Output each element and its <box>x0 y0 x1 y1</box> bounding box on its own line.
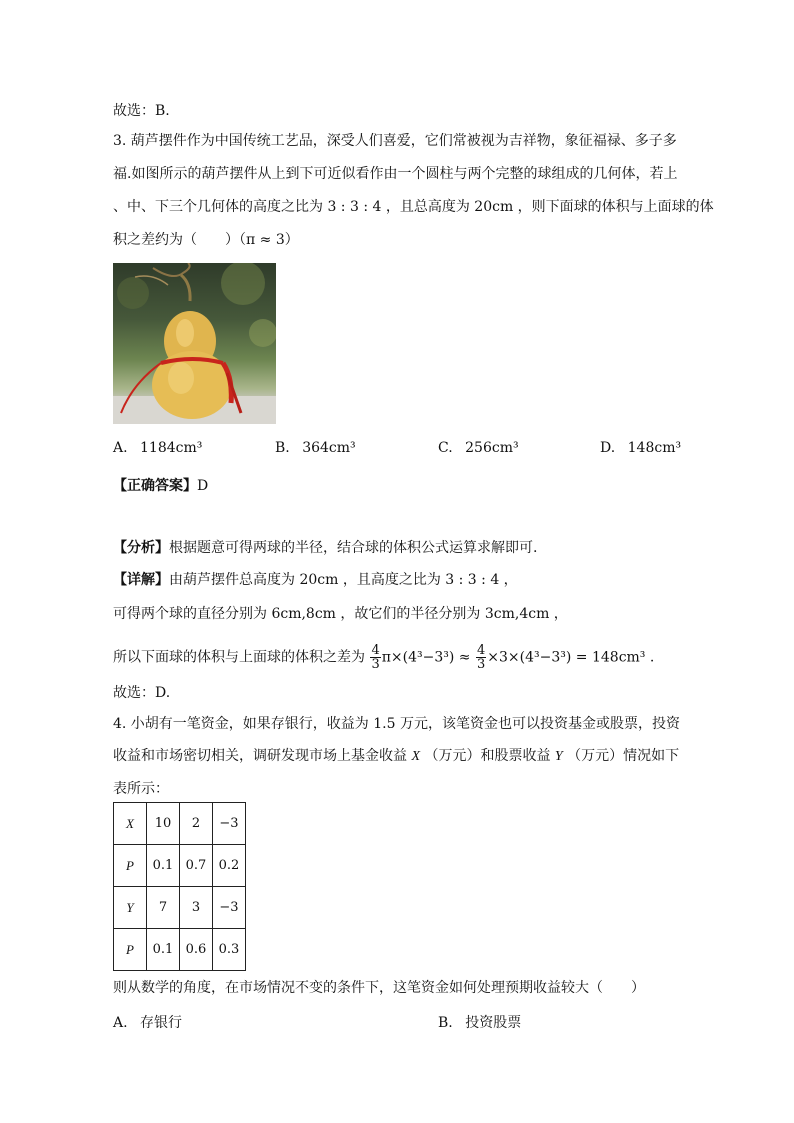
option-letter: A. <box>113 440 128 456</box>
detail-3-part-2: ×3×(4³−3³) = 148cm³ . <box>487 649 655 666</box>
option-value: 256cm³ <box>465 440 519 456</box>
table-cell: 0.1 <box>147 929 180 971</box>
analysis <box>113 538 537 558</box>
table-cell: −3 <box>213 887 246 929</box>
q4-stem-line-3: 表所示： <box>113 781 169 797</box>
table-row <box>114 845 246 887</box>
table-cell: 10 <box>147 803 180 845</box>
prev-question-answer: 故选：B. <box>113 103 170 119</box>
table-cell: P <box>114 929 147 971</box>
option-letter: B. <box>275 440 290 456</box>
q3-stem-line-1: 3. 葫芦摆件作为中国传统工艺品，深受人们喜爱，它们常被视为吉祥物，象征福禄、多子多 <box>113 133 677 149</box>
table-cell: 0.1 <box>147 845 180 887</box>
detail-3-part-1: π×(4³−3³) ≈ <box>381 649 471 666</box>
table-cell: X <box>114 803 147 845</box>
q3-stem-line-3: 、中、下三个几何体的高度之比为 3 : 3 : 4 ，且总高度为 20cm ，则下面球的体积与上面球的体 <box>113 199 714 215</box>
fraction-four-thirds: $\frac{4}{3}$ <box>477 643 486 672</box>
q4-stem-line-1: 4. 小胡有一笔资金，如果存银行，收益为 1.5 万元，该笔资金也可以投资基金或股票，投资 <box>113 716 680 732</box>
option-letter: C. <box>438 440 453 456</box>
table-cell: 0.2 <box>213 845 246 887</box>
q4-option-b[interactable] <box>438 1012 521 1032</box>
q4-option-a[interactable] <box>113 1012 182 1032</box>
detail-text-1: 由葫芦摆件总高度为 20cm ，且高度之比为 3 : 3 : 4 ， <box>169 572 518 588</box>
q3-option-d[interactable] <box>600 440 681 456</box>
table-cell: 7 <box>147 887 180 929</box>
option-letter: D. <box>600 440 616 456</box>
option-letter: B. <box>438 1015 453 1031</box>
table-row <box>114 887 246 929</box>
gourd-photo <box>113 263 276 424</box>
q3-stem-line-4: 积之差约为（ ）（π ≈ 3） <box>113 232 299 248</box>
table-cell: 0.7 <box>180 845 213 887</box>
fraction-four-thirds: $\frac{4}{3}$ <box>371 643 380 672</box>
detail-line-2: 可得两个球的直径分别为 6cm,8cm ，故它们的半径分别为 3cm,4cm ， <box>113 606 568 622</box>
table-cell: 3 <box>180 887 213 929</box>
table-cell: 0.6 <box>180 929 213 971</box>
table-cell: 0.3 <box>213 929 246 971</box>
table-row <box>114 803 246 845</box>
table-cell: 2 <box>180 803 213 845</box>
option-value: 存银行 <box>140 1015 183 1031</box>
analysis-text: 根据题意可得两球的半径，结合球的体积公式运算求解即可. <box>169 540 538 556</box>
correct-answer <box>113 476 208 496</box>
q3-stem-line-2: 福.如图所示的葫芦摆件从上到下可近似看作由一个圆柱与两个完整的球组成的几何体，若上 <box>113 166 678 182</box>
q3-option-c[interactable] <box>438 440 519 456</box>
detail-line-1 <box>113 570 518 590</box>
variable-y: Y <box>554 749 563 764</box>
conclusion: 故选：D. <box>113 685 171 701</box>
detail-label: 【详解】 <box>113 572 169 588</box>
option-value: 364cm³ <box>302 440 356 456</box>
correct-answer-label: 【正确答案】 <box>113 478 197 494</box>
detail-3-prefix: 所以下面球的体积与上面球的体积之差为 <box>113 649 365 666</box>
table-cell: −3 <box>213 803 246 845</box>
variable-x: X <box>411 749 421 764</box>
option-value: 1184cm³ <box>140 440 203 456</box>
option-value: 148cm³ <box>627 440 682 456</box>
table-cell: P <box>114 845 147 887</box>
q4-stem-line-2: 收益和市场密切相关，调研发现市场上基金收益 X （万元）和股票收益 Y （万元）情况如下 <box>113 748 680 764</box>
q4-question: 则从数学的角度，在市场情况不变的条件下，这笔资金如何处理预期收益较大（ ） <box>113 980 645 996</box>
table-row <box>114 929 246 971</box>
analysis-label: 【分析】 <box>113 540 169 556</box>
q3-option-a[interactable] <box>113 440 202 456</box>
option-value: 投资股票 <box>465 1015 522 1031</box>
correct-answer-value: D <box>197 478 209 494</box>
option-letter: A. <box>113 1015 128 1031</box>
table-cell: Y <box>114 887 147 929</box>
detail-line-3 <box>113 644 654 671</box>
distribution-table <box>113 802 246 971</box>
q3-option-b[interactable] <box>275 440 356 456</box>
